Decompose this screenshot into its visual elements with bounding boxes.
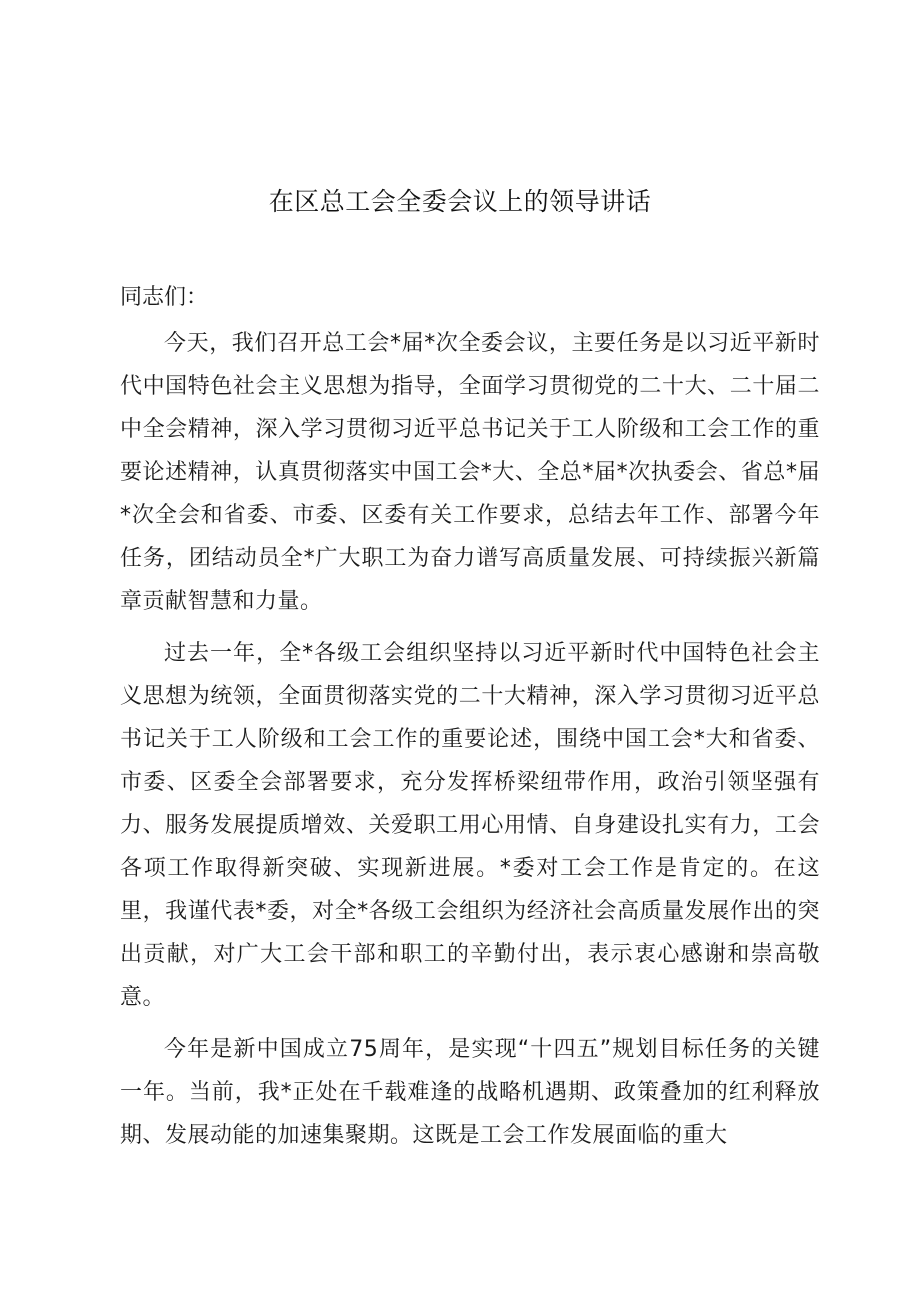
salutation: 同志们： <box>120 285 209 310</box>
paragraph-3: 今年是新中国成立75周年，是实现“十四五”规划目标任务的关键一年。当前，我*正处在千载难逢的战略机遇期、政策叠加的红利释放期、发展动能的加速集聚期。这既是工会工作发展面临的重大 <box>120 1037 820 1148</box>
document-body <box>120 276 820 1157</box>
document-title: 在区总工会全委会议上的领导讲话 <box>268 187 652 216</box>
paragraph-1: 今天，我们召开总工会*届*次全委会议，主要任务是以习近平新时代中国特色社会主义思想为指导，全面学习贯彻党的二十大、二十届二中全会精神，深入学习贯彻习近平总书记关于工人阶级和工会工作的重要论述精神，认真贯彻落实中国工会*大、全总*届*次执委会、省总*届*次全会和省委、市委、区委有关工作要求，总结去年工作、部署今年任务，团结动员全*广大职工为奋力谱写高质量发展、可持续振兴新篇章贡献智慧和力量。 <box>120 331 820 614</box>
paragraph-2: 过去一年，全*各级工会组织坚持以习近平新时代中国特色社会主义思想为统领，全面贯彻落实党的二十大精神，深入学习贯彻习近平总书记关于工人阶级和工会工作的重要论述，围绕中国工会*大和省委、市委、区委全会部署要求，充分发挥桥梁纽带作用，政治引领坚强有力、服务发展提质增效、关爱职工用心用情、自身建设扎实有力，工会各项工作取得新突破、实现新进展。*委对工会工作是肯定的。在这里，我谨代表*委，对全*各级工会组织为经济社会高质量发展作出的突出贡献，对广大工会干部和职工的辛勤付出，表示衷心感谢和崇高敬意。 <box>120 641 820 1010</box>
